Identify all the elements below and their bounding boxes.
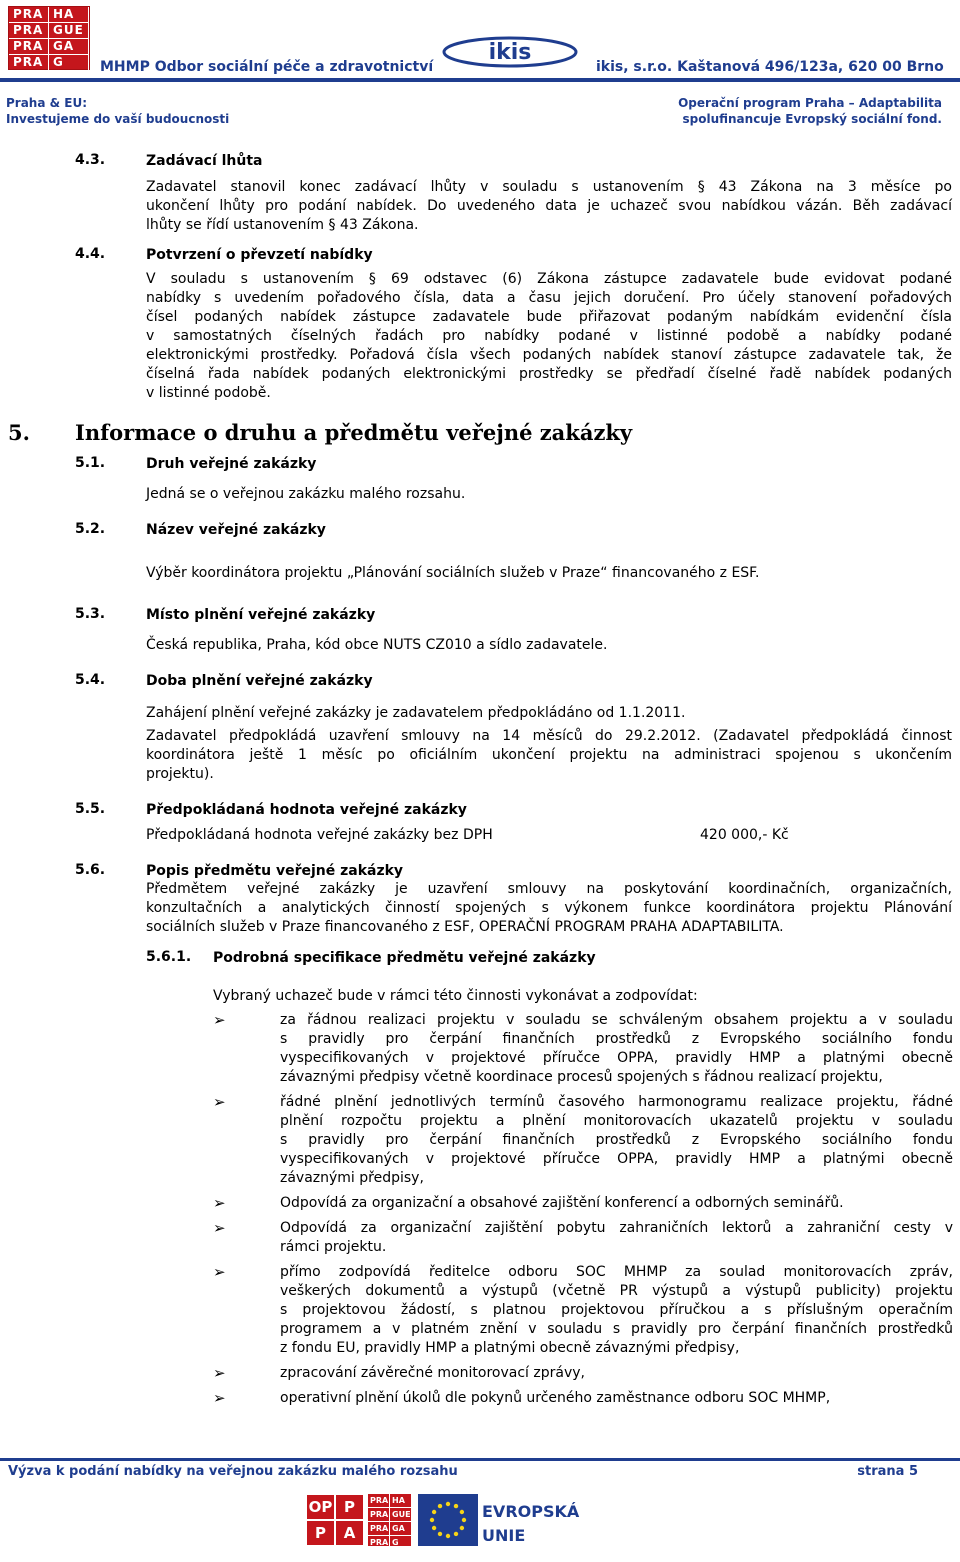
bullet-item — [213, 1263, 953, 1358]
bullet-line: operativní plnění úkolů dle pokynů určeného zaměstnance odboru SOC MHMP, — [280, 1390, 831, 1406]
section-5-number: 5. — [8, 420, 30, 445]
logo-cell: P — [306, 1520, 335, 1546]
text-line: Předmětem veřejné zakázky je uzavření smlouvy na poskytování koordinačních, organizačních, — [146, 881, 952, 897]
section-4-3-body — [146, 178, 952, 235]
bullet-item — [213, 1364, 953, 1383]
header-sub-right — [678, 95, 942, 127]
ikis-logo — [440, 32, 580, 70]
bullet-item — [213, 1011, 953, 1087]
footer-divider — [0, 1458, 960, 1461]
bullet-line: s projektovou žádostí, s platnou projektovou příručkou a s příslušným operačním — [280, 1302, 953, 1318]
bullet-item — [213, 1389, 953, 1408]
section-5-4-text1: Zahájení plnění veřejné zakázky je zadavatelem předpokládáno od 1.1.2011. — [146, 705, 686, 721]
ikis-logo-text: ikis — [488, 40, 532, 65]
section-4-3-number: 4.3. — [75, 152, 106, 168]
section-5-5-number: 5.5. — [75, 801, 106, 817]
bullet-line: závaznými předpisy, — [280, 1170, 424, 1186]
text-line: v listinné podobě. — [146, 385, 271, 401]
section-5-6-1-intro: Vybraný uchazeč bude v rámci této činnosti vykonávat a zodpovídat: — [213, 988, 698, 1004]
bullet-line: veškerých dokumentů a výstupů (včetně PR výstupů a výstupů publicity) projektu — [280, 1283, 953, 1299]
eu-star-icon — [446, 1502, 450, 1506]
arrow-bullet-icon: ➢ — [213, 1093, 226, 1111]
section-5-2-title: Název veřejné zakázky — [146, 522, 326, 538]
section-5-4-body — [146, 727, 952, 784]
logo-cell: GA — [390, 1522, 412, 1536]
bullet-line: Odpovídá za organizační zajištění pobytu zahraničních lektorů a zahraniční cesty v — [280, 1220, 953, 1236]
eu-star-icon — [462, 1518, 466, 1522]
section-5-5-value: 420 000,- Kč — [700, 827, 789, 843]
text-line: Zadavatel předpokládá uzavření smlouvy na 14 měsíců do 29.2.2012. (Zadavatel předpokládá činnost — [146, 728, 952, 744]
logo-cell: GUE — [49, 23, 89, 39]
header-org-left: MHMP Odbor sociální péče a zdravotnictví — [100, 59, 434, 75]
logo-cell: OP — [306, 1494, 335, 1520]
bullet-item — [213, 1194, 953, 1213]
section-5-2-text: Výběr koordinátora projektu „Plánování sociálních služeb v Praze“ financovaného z ESF. — [146, 565, 760, 581]
eu-star-icon — [432, 1526, 436, 1530]
logo-cell: PRA — [368, 1536, 390, 1550]
header-sub-right-1: Operační program Praha – Adaptabilita — [678, 96, 942, 110]
text-line: sociálních služeb v Praze financovaného z ESF, OPERAČNÍ PROGRAM PRAHA ADAPTABILITA. — [146, 919, 784, 935]
praha-logo — [8, 6, 90, 70]
text-line: elektronickými prostředky. Pořadová čísla všech podaných nabídek stanoví zástupce zadavatele tak, že — [146, 347, 952, 363]
section-4-4-number: 4.4. — [75, 246, 106, 262]
bullet-line: z fondu EU, pravidly HMP a platnými obecně závaznými předpisy, — [280, 1340, 740, 1356]
bullet-list — [213, 1011, 953, 1414]
arrow-bullet-icon: ➢ — [213, 1364, 226, 1382]
section-5-5-title: Předpokládaná hodnota veřejné zakázky — [146, 802, 467, 818]
logo-cell: G — [49, 55, 89, 71]
section-5-4-number: 5.4. — [75, 672, 106, 688]
eu-logo-line1: EVROPSKÁ — [482, 1502, 580, 1521]
page-number: strana 5 — [857, 1464, 918, 1479]
section-5-3-number: 5.3. — [75, 606, 106, 622]
section-4-3-title: Zadávací lhůta — [146, 153, 263, 169]
section-5-6-1-title: Podrobná specifikace předmětu veřejné zakázky — [213, 950, 596, 966]
logo-cell: PRA — [9, 23, 49, 39]
logo-cell: GUE — [390, 1508, 412, 1522]
section-5-1-title: Druh veřejné zakázky — [146, 456, 317, 472]
section-5-5-label: Předpokládaná hodnota veřejné zakázky bez DPH — [146, 827, 493, 843]
bullet-line: přímo zodpovídá ředitelce odboru SOC MHMP za soulad monitorovacích zpráv, — [280, 1264, 953, 1280]
eu-logo-line2: UNIE — [482, 1526, 526, 1545]
praha-footer-logo — [368, 1494, 412, 1546]
text-line: Zadavatel stanovil konec zadávací lhůty v souladu s ustanovením § 43 Zákona na 3 měsíce po — [146, 179, 952, 195]
logo-cell: HA — [390, 1494, 412, 1508]
footer-title: Výzva k podání nabídky na veřejnou zakázku malého rozsahu — [8, 1464, 458, 1479]
bullet-line: řádné plnění jednotlivých termínů časového harmonogramu realizace projektu, řádné — [280, 1094, 953, 1110]
bullet-item — [213, 1093, 953, 1188]
text-line: v samostatných číselných řadách pro nabídky podané v listinné podobě a nabídky podané — [146, 328, 952, 344]
logo-cell: PRA — [368, 1522, 390, 1536]
arrow-bullet-icon: ➢ — [213, 1194, 226, 1212]
logo-cell: PRA — [9, 39, 49, 55]
eu-logo-text — [482, 1500, 579, 1548]
bullet-line: za řádnou realizaci projektu v souladu se schváleným obsahem projektu a v souladu — [280, 1012, 953, 1028]
logo-cell: PRA — [9, 55, 49, 71]
header-sub-right-2: spolufinancuje Evropský sociální fond. — [682, 112, 942, 126]
text-line: číselná řada nabídek podaných elektronickými prostředky se předřadí číselné řadě nabídek podaných — [146, 366, 952, 382]
bullet-line: závaznými předpisy včetně koordinace procesů spojených s řádnou realizací projektu, — [280, 1069, 883, 1085]
logo-cell: PRA — [9, 7, 49, 23]
header-org-right: ikis, s.r.o. Kaštanová 496/123a, 620 00 Brno — [596, 59, 944, 75]
arrow-bullet-icon: ➢ — [213, 1389, 226, 1407]
section-5-1-number: 5.1. — [75, 455, 106, 471]
section-4-4-body — [146, 270, 952, 403]
bullet-line: plnění rozpočtu projektu a plnění monitorovacích ukazatelů projektu v souladu — [280, 1113, 953, 1129]
eu-star-icon — [430, 1518, 434, 1522]
eu-star-icon — [438, 1504, 442, 1508]
bullet-line: rámci projektu. — [280, 1239, 387, 1255]
logo-cell: HA — [49, 7, 89, 23]
bullet-item — [213, 1219, 953, 1257]
eu-star-icon — [460, 1510, 464, 1514]
logo-cell: P — [335, 1494, 364, 1520]
bullet-line: vyspecifikovaných v projektové příručce OPPA, pravidly HMP a platnými obecně — [280, 1050, 953, 1066]
section-5-6-title: Popis předmětu veřejné zakázky — [146, 863, 404, 879]
logo-cell: GA — [49, 39, 89, 55]
section-5-4-title: Doba plnění veřejné zakázky — [146, 673, 373, 689]
text-line: nabídky s uvedením pořadového čísla, data a času jejich doručení. Pro účely stanovení pořadových — [146, 290, 952, 306]
bullet-line: Odpovídá za organizační a obsahové zajištění konferencí a odborných seminářů. — [280, 1195, 844, 1211]
bullet-line: zpracování závěrečné monitorovací zprávy, — [280, 1365, 585, 1381]
arrow-bullet-icon: ➢ — [213, 1011, 226, 1029]
eu-star-icon — [438, 1532, 442, 1536]
eu-flag-icon — [418, 1494, 478, 1546]
bullet-line: programem a v platném znění v souladu s pravidly pro čerpání finančních prostředků — [280, 1321, 953, 1337]
section-5-6-number: 5.6. — [75, 862, 106, 878]
arrow-bullet-icon: ➢ — [213, 1219, 226, 1237]
oppa-logo — [306, 1494, 364, 1546]
text-line: projektu). — [146, 766, 214, 782]
bullet-line: s pravidly pro čerpání finančních prostředků z Evropského sociálního fondu — [280, 1132, 953, 1148]
eu-star-icon — [454, 1504, 458, 1508]
eu-star-icon — [460, 1526, 464, 1530]
logo-cell: G — [390, 1536, 412, 1550]
text-line: ukončení lhůty pro podání nabídek. Do uvedeného data je uchazeč svou nabídkou vázán. Běh zadávací — [146, 198, 952, 214]
section-5-6-body — [146, 880, 952, 937]
header-sub-left-1: Praha & EU: — [6, 96, 88, 110]
arrow-bullet-icon: ➢ — [213, 1263, 226, 1281]
eu-star-icon — [432, 1510, 436, 1514]
bullet-line: s pravidly pro čerpání finančních prostředků z Evropského sociálního fondu — [280, 1031, 953, 1047]
header-divider — [0, 78, 960, 82]
header-sub-left — [6, 95, 229, 127]
section-5-2-number: 5.2. — [75, 521, 106, 537]
logo-cell: PRA — [368, 1494, 390, 1508]
text-line: čísel podaných nabídek zástupce zadavatele bude přiřazovat podaným nabídkám evidenční čísla — [146, 309, 952, 325]
header-sub-left-2: Investujeme do vaší budoucnosti — [6, 112, 230, 126]
logo-cell: PRA — [368, 1508, 390, 1522]
section-5-6-1-number: 5.6.1. — [146, 949, 192, 965]
logo-cell: A — [335, 1520, 364, 1546]
eu-star-icon — [446, 1534, 450, 1538]
section-5-1-text: Jedná se o veřejnou zakázku malého rozsahu. — [146, 486, 466, 502]
text-line: lhůty se řídí ustanovením § 43 Zákona. — [146, 217, 419, 233]
section-4-4-title: Potvrzení o převzetí nabídky — [146, 247, 373, 263]
text-line: koordinátora ještě 1 měsíc po oficiálním ukončení projektu na administraci spojenou s ukončením — [146, 747, 952, 763]
eu-star-icon — [454, 1532, 458, 1536]
section-5-title: Informace o druhu a předmětu veřejné zakázky — [75, 420, 633, 445]
section-5-3-text: Česká republika, Praha, kód obce NUTS CZ010 a sídlo zadavatele. — [146, 637, 608, 653]
text-line: V souladu s ustanovením § 69 odstavec (6) Zákona zástupce zadavatele bude evidovat podané — [146, 271, 952, 287]
text-line: konzultačních a analytických činností spojených s výkonem funkce koordinátora projektu Plánování — [146, 900, 952, 916]
section-5-3-title: Místo plnění veřejné zakázky — [146, 607, 376, 623]
bullet-line: vyspecifikovaných v projektové příručce OPPA, pravidly HMP a platnými obecně — [280, 1151, 953, 1167]
